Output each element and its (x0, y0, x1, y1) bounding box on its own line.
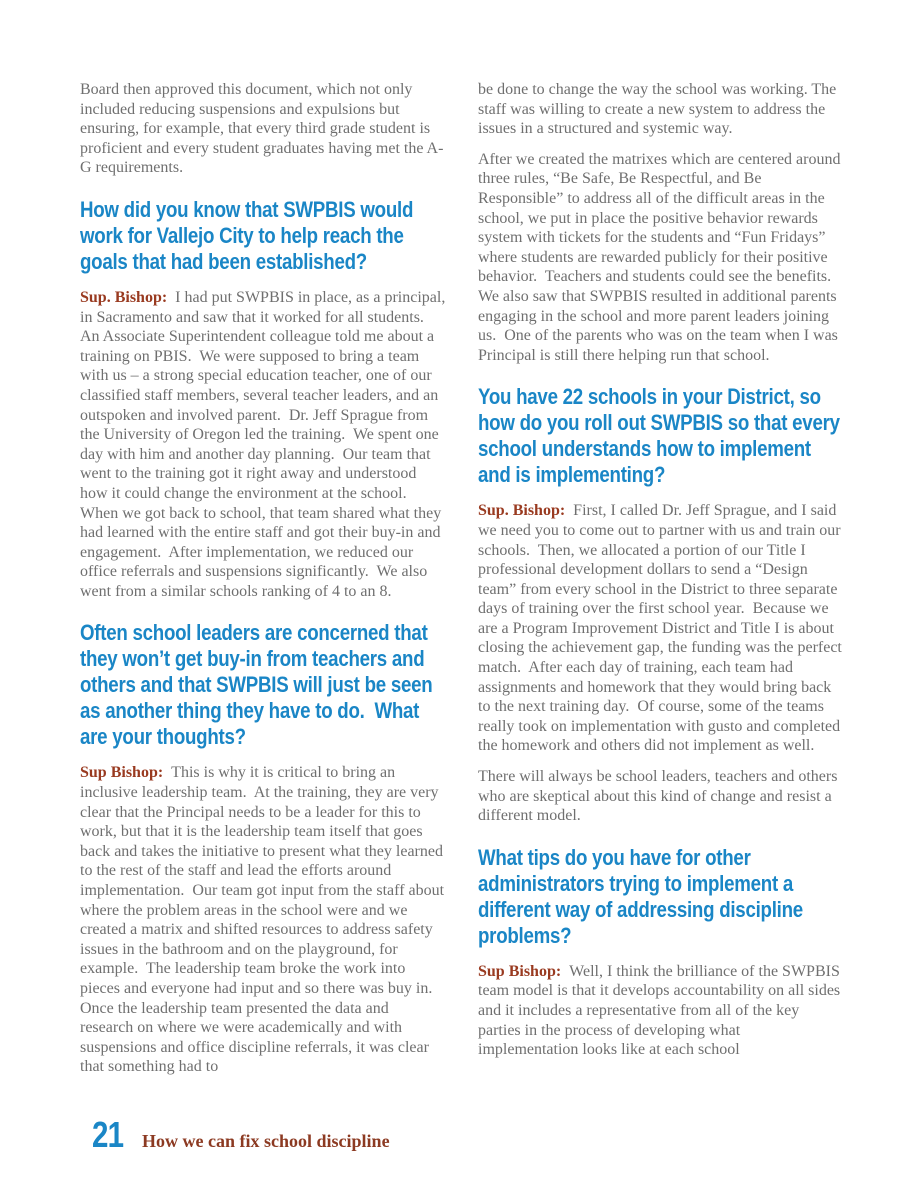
page-number: 21 (92, 1114, 124, 1155)
speaker-label: Sup Bishop: (478, 962, 570, 980)
question-heading-text: What tips do you have for other administrators trying to implement a different way of addressing discipline problems? (478, 844, 803, 948)
footer-title: How we can fix school discipline (142, 1131, 390, 1151)
body-paragraph: Sup. Bishop: I had put SWPBIS in place, as a principal, in Sacramento and saw that it worked for all students. An Associate Superintendent colleague told me about a training on PBIS. We were supposed to bring a team with us – a strong special education teacher, one of our classified staff members, several teacher leaders, and an outspoken and involved parent. Dr. Jeff Sprague from the University of Oregon led the training. We spent one day with him and another day planning. Our team that went to the training got it right away and understood how it could change the environment at the school. When we got back to school, that team shared what they had learned with the entire staff and got their buy-in and engagement. After implementation, we reduced our office referrals and suspensions significantly. We also went from a similar schools ranking of 4 to an 8. (80, 288, 446, 600)
body-paragraph: Sup Bishop: This is why it is critical to bring an inclusive leadership team. At the training, they are very clear that the Principal needs to be a leader for this to work, but that it is the leadership team itself that goes back and takes the initiative to present what they learned to the rest of the staff and lead the efforts around implementation. Our team got input from the staff about where the problem areas in the school were and we created a matrix and shifted resources to address safety issues in the bathroom and on the playground, for example. The leadership team broke the work into pieces and everyone had input and so there was buy in. Once the leadership team presented the data and research on where we were academically and with suspensions and office discipline referrals, it was clear that something had to (80, 764, 445, 1076)
question-heading-text: You have 22 schools in your District, so how do you roll out SWPBIS so that every school understands how to implement and is implementing? (478, 384, 840, 488)
left-column (80, 80, 446, 1088)
question-heading (478, 384, 844, 488)
right-column (478, 80, 844, 1071)
question-heading-text: How did you know that SWPBIS would work for Vallejo City to help reach the goals that had been established? (80, 196, 414, 274)
question-heading (478, 845, 844, 949)
question-heading (80, 197, 446, 275)
question-heading (80, 620, 446, 750)
body-paragraph: be done to change the way the school was working. The staff was willing to create a new system to address the issues in a structured and systemic way. (478, 81, 837, 138)
body-paragraph: After we created the matrixes which are centered around three rules, “Be Safe, Be Respectful, and Be Responsible” to address all of the difficult areas in the school, we put in place the positive behavior rewards system with tickets for the students and “Fun Fridays” where students are rewarded publicly for their positive behavior. Teachers and students could see the benefits. We also saw that SWPBIS resulted in additional parents engaging in the school and more parent leaders joining us. One of the parents who was on the team when I was Principal is still there helping run that school. (478, 150, 841, 364)
body-paragraph: There will always be school leaders, teachers and others who are skeptical about this kind of change and resist a different model. (478, 768, 838, 825)
speaker-label: Sup. Bishop: (478, 502, 574, 520)
body-paragraph: Board then approved this document, which not only included reducing suspensions and expulsions but ensuring, for example, that every third grade student is proficient and every student graduates having met the A-G requirements. (80, 81, 444, 177)
question-heading-text: Often school leaders are concerned that they won’t get buy-in from teachers and others and that SWPBIS will just be seen as another thing they have to do. What are your thoughts? (80, 620, 433, 750)
body-paragraph: Sup. Bishop: First, I called Dr. Jeff Sprague, and I said we need you to come out to partner with us and train our schools. Then, we allocated a portion of our Title I professional development dollars to send a “Design team” from every school in the District to three separate days of training over the first school year. Because we are a Program Improvement District and Title I is about closing the achievement gap, the funding was the perfect match. After each day of training, each team had assignments and homework that they would bring back to the next training day. Of course, some of the teams really took on implementation with gusto and completed the homework and others did not implement as well. (478, 502, 842, 755)
page-footer (92, 1114, 390, 1155)
speaker-label: Sup. Bishop: (80, 288, 176, 306)
body-paragraph: Sup Bishop: Well, I think the brilliance of the SWPBIS team model is that it develops accountability on all sides and it includes a representative from all of the key parties in the process of developing what implementation looks like at each school (478, 962, 841, 1059)
speaker-label: Sup Bishop: (80, 764, 172, 782)
